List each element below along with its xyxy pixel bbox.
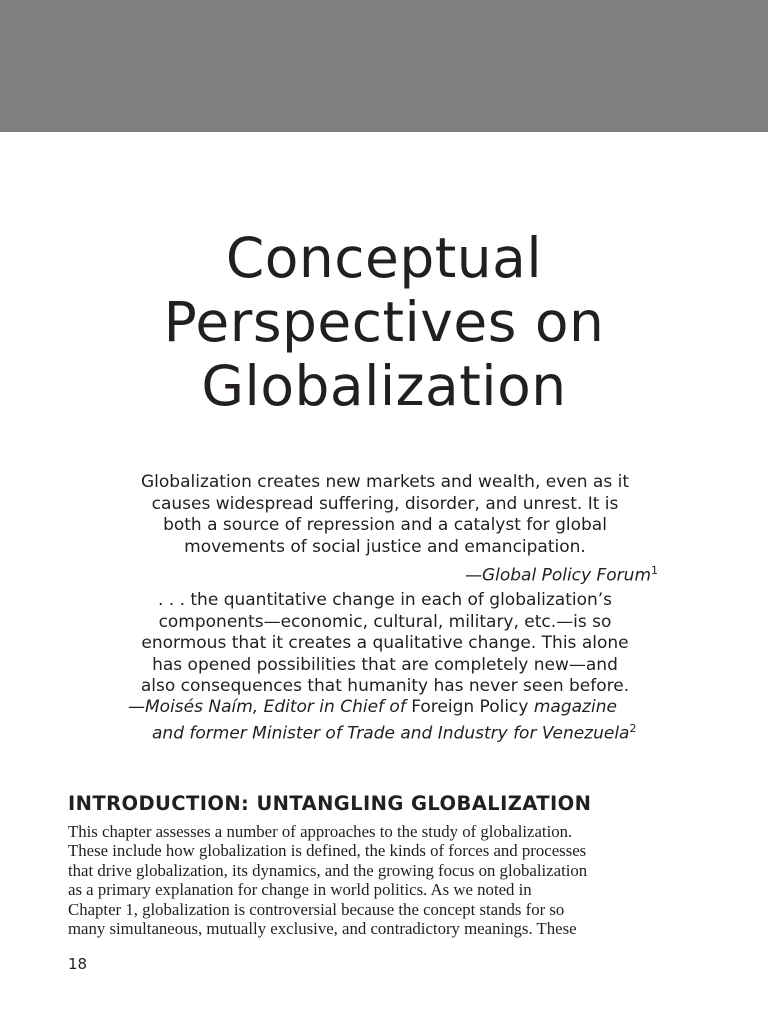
body-line: many simultaneous, mutually exclusive, and contradictory meanings. These bbox=[68, 919, 577, 939]
attribution-text: —Moisés Naím, Editor in Chief of bbox=[128, 697, 412, 717]
body-line: This chapter assesses a number of approaches to the study of globalization. bbox=[68, 822, 573, 841]
attribution-text: —Global Policy Forum bbox=[464, 565, 651, 586]
footnote-marker[interactable]: 1 bbox=[651, 564, 658, 577]
body-line: that drive globalization, its dynamics, and the growing focus on globalization bbox=[68, 860, 588, 880]
title-line: Conceptual bbox=[225, 226, 543, 290]
epigraph-attribution-1 bbox=[465, 560, 658, 587]
epigraph-quote-1 bbox=[110, 472, 660, 558]
body-line: as a primary explanation for change in world politics. As we noted in bbox=[68, 880, 532, 900]
publication-title: Foreign Policy bbox=[411, 697, 529, 717]
body-paragraph bbox=[68, 822, 708, 938]
title-line: Globalization bbox=[201, 354, 567, 418]
attribution-text: magazine bbox=[528, 697, 617, 717]
attribution-text: and former Minister of Trade and Industry for Venezuela bbox=[152, 723, 630, 744]
epigraph-line: enormous that it creates a qualitative change. This alone bbox=[141, 633, 629, 653]
footnote-marker[interactable]: 2 bbox=[629, 722, 637, 735]
header-band bbox=[0, 0, 768, 132]
epigraph-line: both a source of repression and a catalyst for global bbox=[163, 515, 607, 535]
epigraph-attribution-2-line2 bbox=[152, 718, 636, 745]
epigraph-line: Globalization creates new markets and wealth, even as it bbox=[141, 472, 629, 492]
body-line: These include how globalization is defined, the kinds of forces and processes bbox=[68, 841, 587, 861]
epigraph-line: causes widespread suffering, disorder, and unrest. It is bbox=[151, 493, 619, 514]
epigraph-line: also consequences that humanity has never seen before. bbox=[140, 676, 630, 696]
epigraph-line: movements of social justice and emancipation. bbox=[184, 536, 586, 557]
title-line: Perspectives on bbox=[163, 290, 605, 354]
epigraph-line: has opened possibilities that are completely new—and bbox=[152, 654, 618, 675]
page-number: 18 bbox=[68, 955, 88, 973]
epigraph-attribution-2 bbox=[128, 697, 617, 719]
epigraph-line: . . . the quantitative change in each of globalization’s bbox=[157, 590, 613, 610]
chapter-title bbox=[0, 226, 768, 418]
epigraph-line: components—economic, cultural, military, etc.—is so bbox=[158, 611, 612, 632]
section-heading: INTRODUCTION: UNTANGLING GLOBALIZATION bbox=[68, 792, 592, 815]
body-line: Chapter 1, globalization is controversial because the concept stands for so bbox=[68, 899, 565, 919]
epigraph-quote-2 bbox=[110, 590, 660, 698]
